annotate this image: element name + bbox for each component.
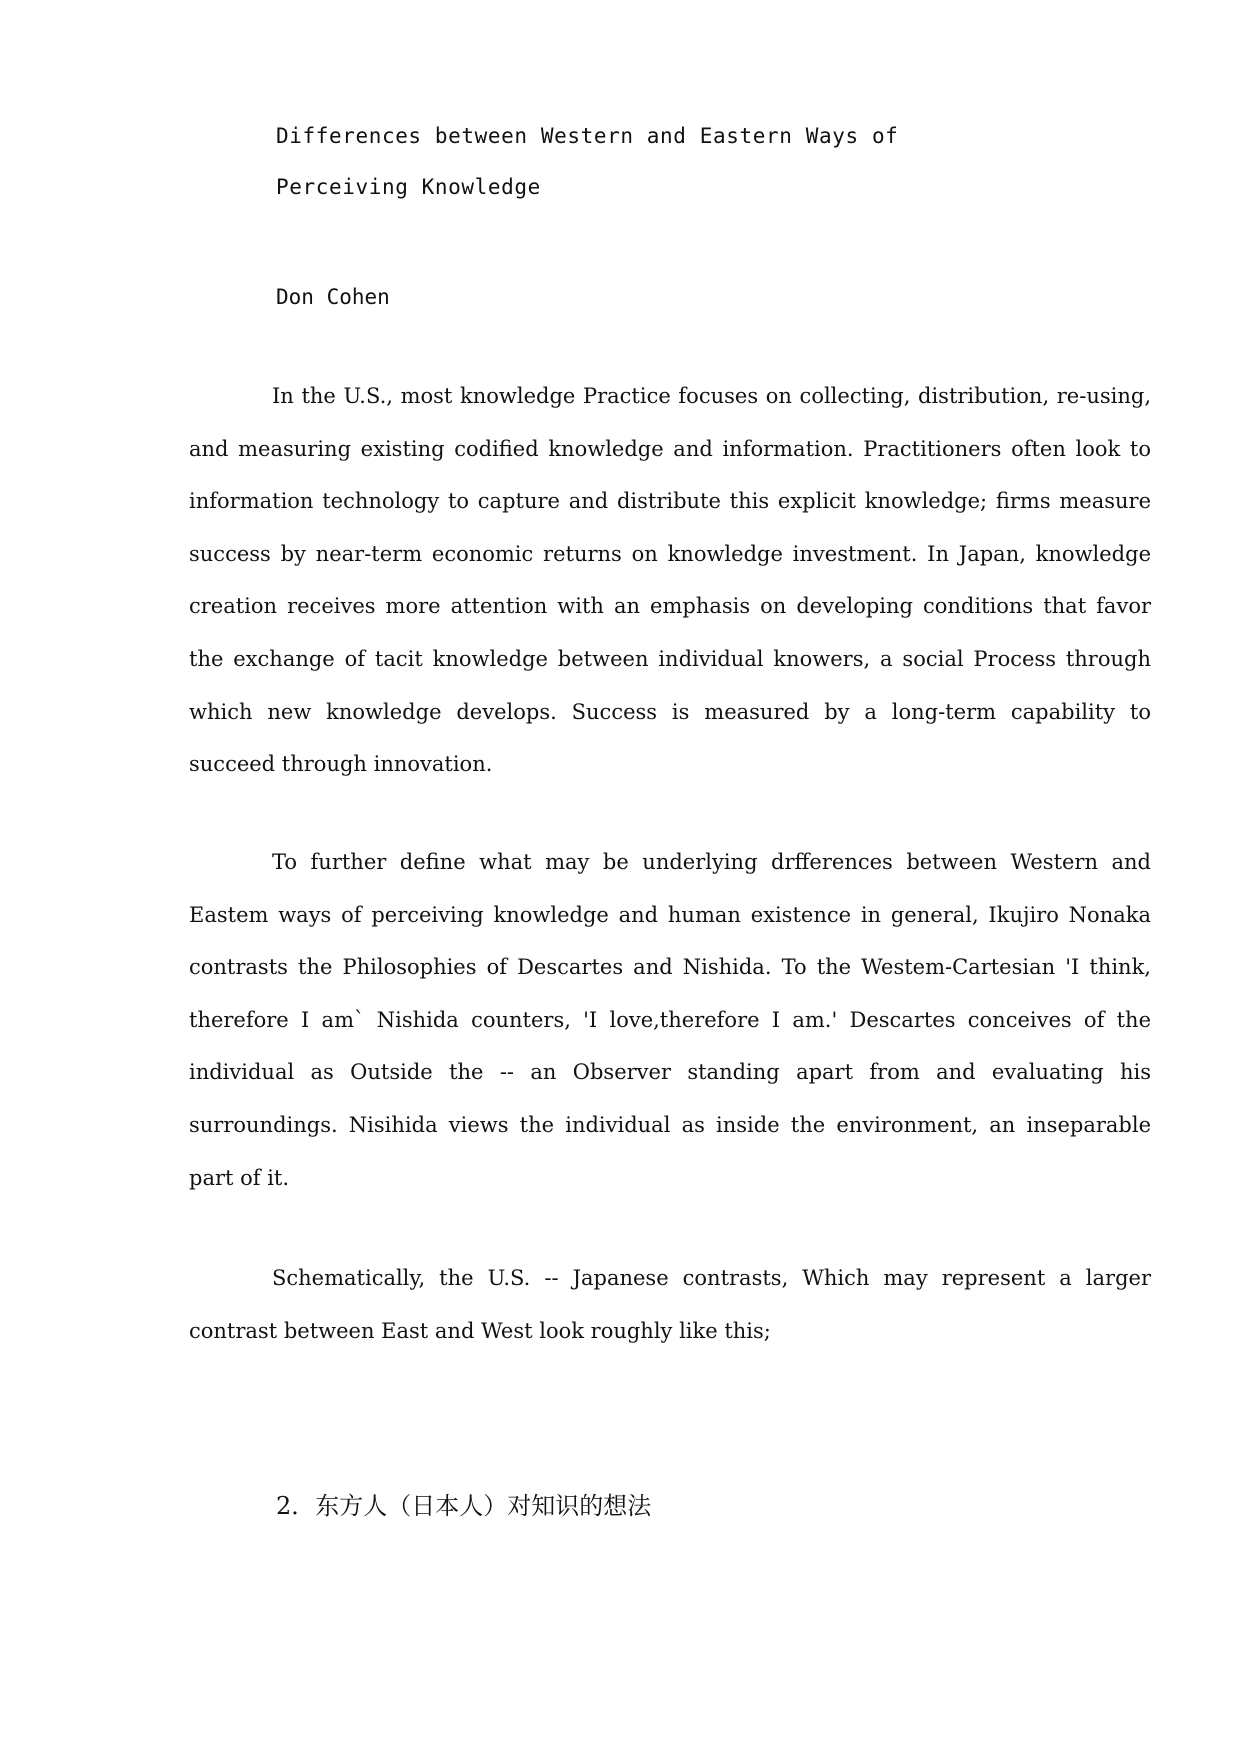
paragraph-3: Schematically, the U.S. -- Japanese contrasts, Which may represent a larger contrast between East and West look roughly like this; <box>189 1266 1151 1343</box>
title-line-2: Perceiving Knowledge <box>276 175 541 199</box>
paragraph-2: To further define what may be underlying drfferences between Western and Eastem ways of perceiving knowledge and human existence in general, Ikujiro Nonaka contrasts the Philosophies of Descartes and Nishida. To the Westem-Cartesian 'I think, therefore I am` Nishida counters, 'I love,therefore I am.' Descartes conceives of the individual as Outside the -- an Observer standing apart from and evaluating his surroundings. Nisihida views the individual as inside the environment, an inseparable part of it. <box>189 850 1151 1190</box>
section-heading: 2．东方人（日本人）对知识的想法 <box>276 1492 652 1520</box>
author-name: Don Cohen <box>276 285 390 309</box>
title-line-1: Differences between Western and Eastern Ways of <box>276 124 899 148</box>
paragraph-1: In the U.S., most knowledge Practice focuses on collecting, distribution, re-using, and measuring existing codified knowledge and information. Practitioners often look to information technology to capture and distribute this explicit knowledge; firms measure success by near-term economic returns on knowledge investment. In Japan, knowledge creation receives more attention with an emphasis on developing conditions that favor the exchange of tacit knowledge between individual knowers, a social Process through which new knowledge develops. Success is measured by a long-term capability to succeed through innovation. <box>189 384 1151 777</box>
